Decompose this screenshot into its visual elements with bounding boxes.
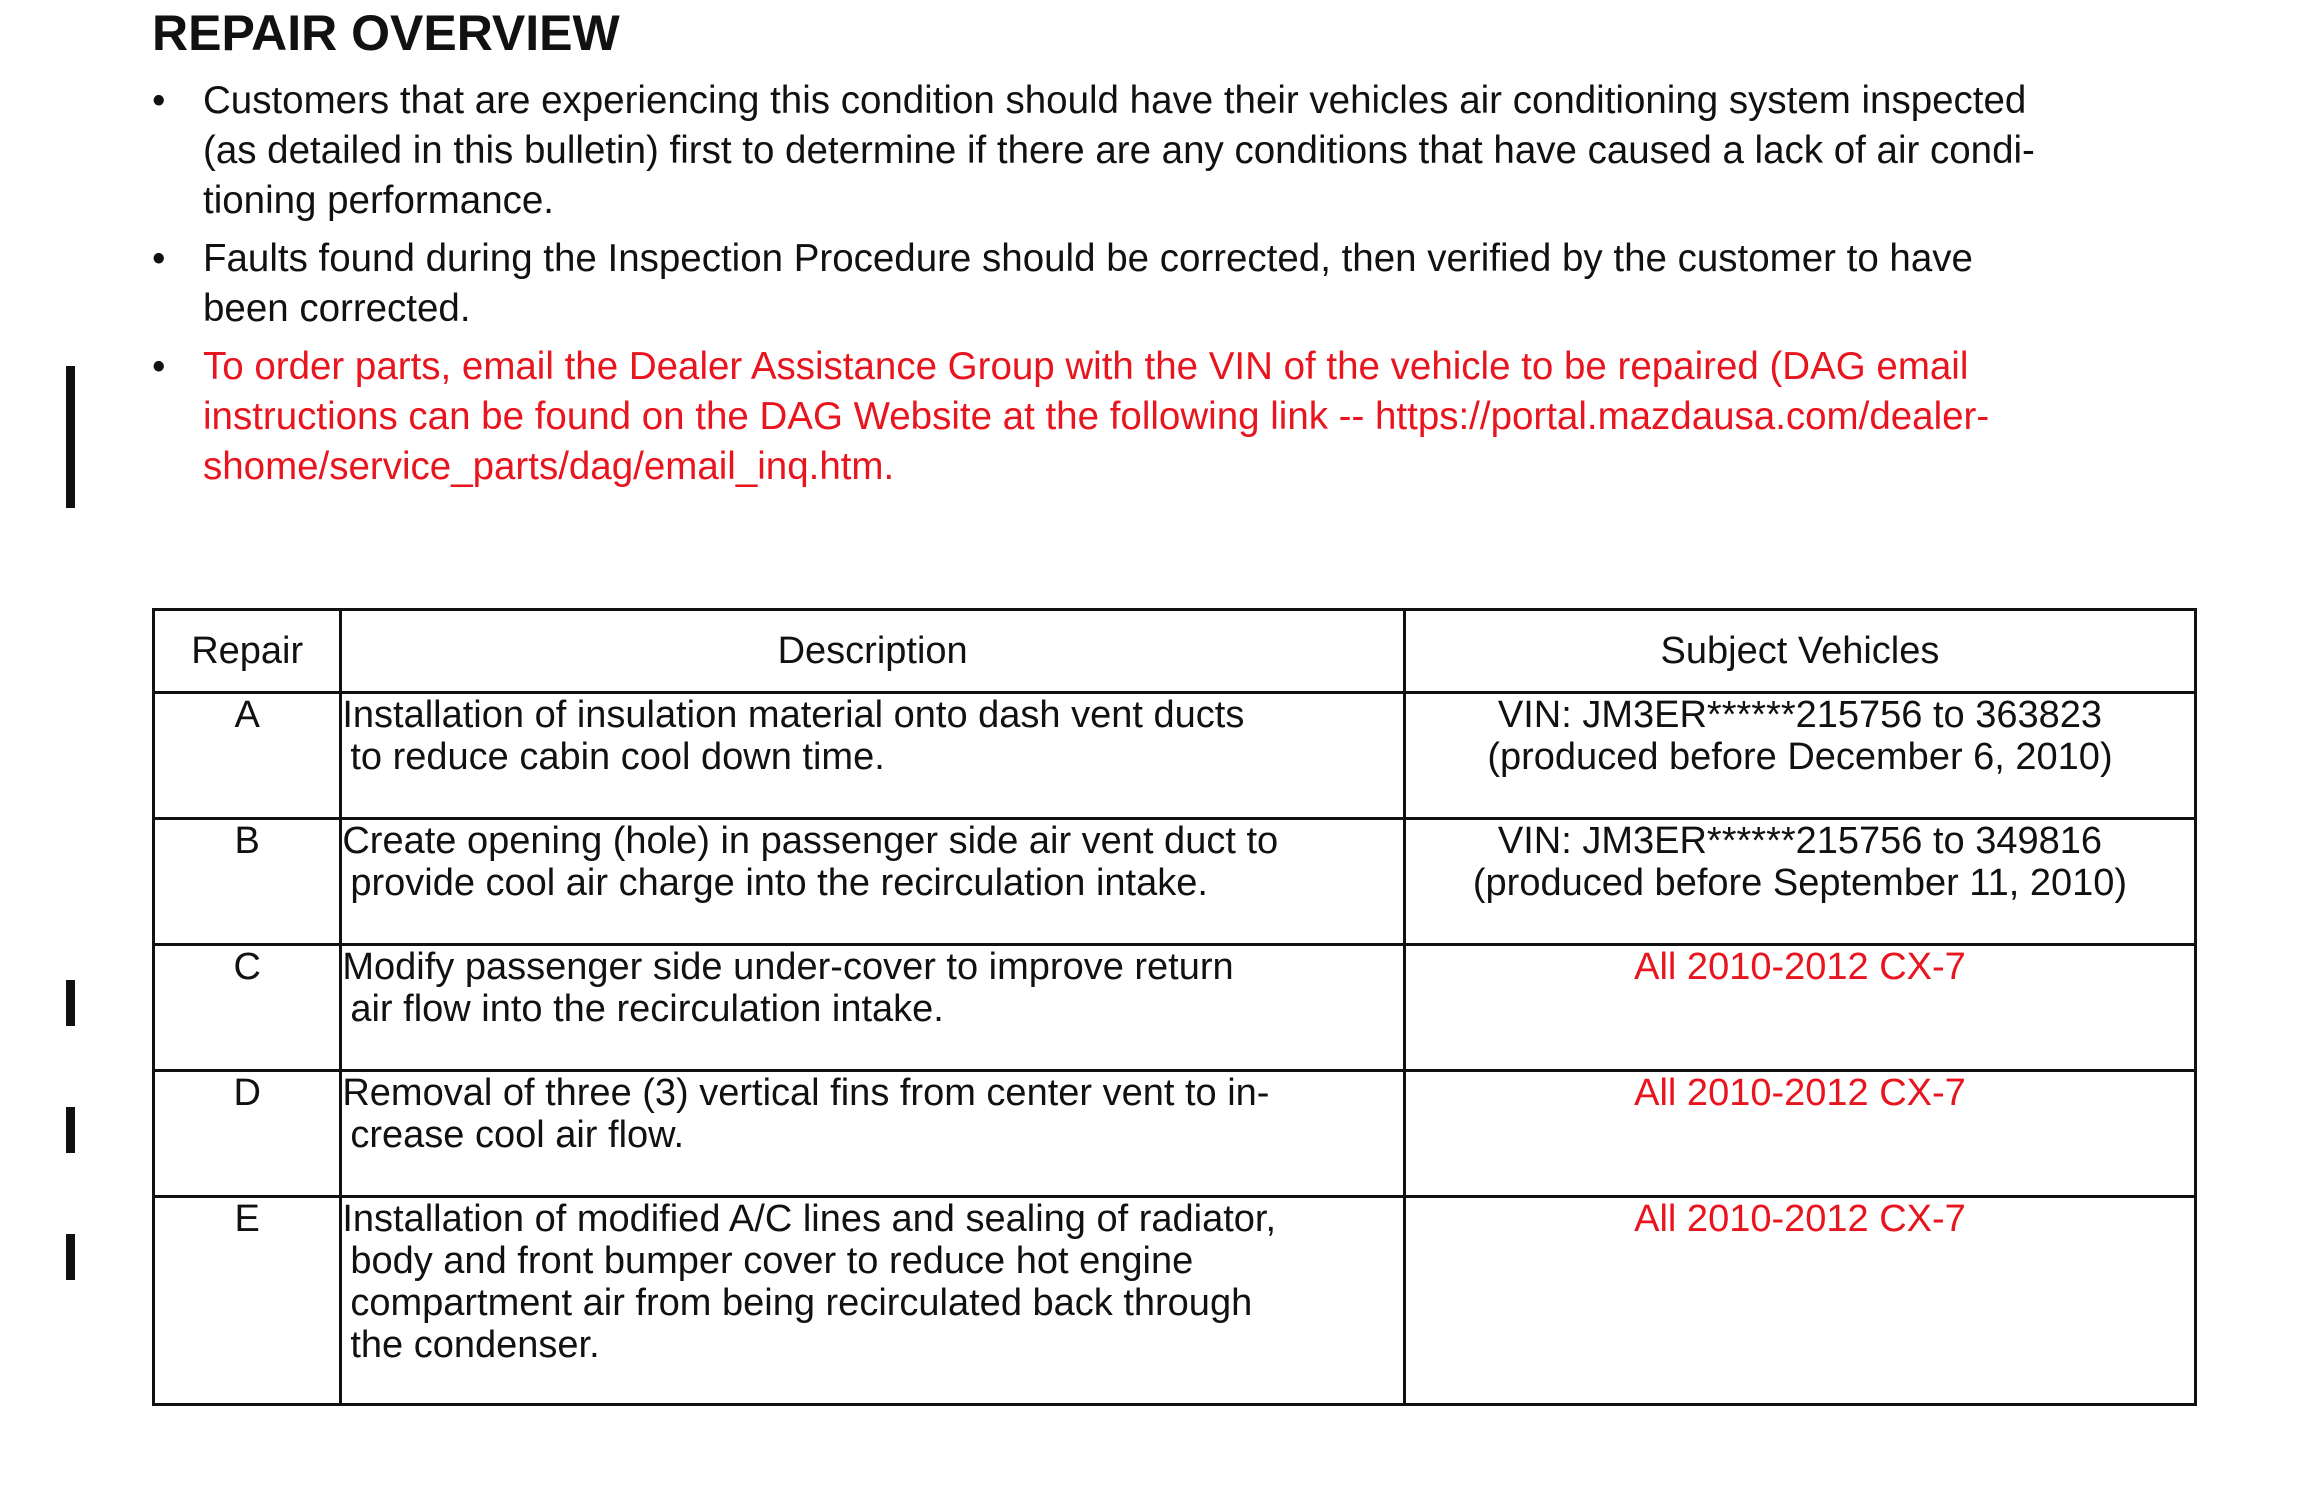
bullet-line: shome/service_parts/dag/email_inq.htm. [203,445,895,488]
repair-description [341,945,1405,1071]
table-header-row [154,610,2196,693]
repair-table [152,608,2197,1406]
description-line: provide cool air charge into the recirculation intake. [350,862,1208,904]
bullet-line: tioning performance. [203,179,554,222]
description-line: Create opening (hole) in passenger side air vent duct to [342,820,1279,862]
bullet-line: Faults found during the Inspection Procedure should be corrected, then verified by the customer to have [203,237,1973,280]
vehicles-line: (produced before December 6, 2010) [1487,736,2113,778]
repair-letter: A [154,693,341,819]
table-row [154,945,2196,1071]
bullet-dot: • [152,345,166,388]
description-line: compartment air from being recirculated back through [350,1282,1253,1324]
header-subject-vehicles: Subject Vehicles [1404,610,2195,693]
description-line: Removal of three (3) vertical fins from center vent to in- [342,1072,1270,1114]
description-line: Installation of insulation material onto dash vent ducts [342,694,1245,736]
table-row [154,819,2196,945]
vehicles-line: All 2010-2012 CX-7 [1634,946,1966,988]
bullet-line: instructions can be found on the DAG Website at the following link -- https://portal.mazdausa.com/dealer- [203,395,1990,438]
repair-description [341,693,1405,819]
bullet-line: To order parts, email the Dealer Assistance Group with the VIN of the vehicle to be repaired (DAG email [203,345,1969,388]
revision-bar-row-d [66,1107,75,1153]
description-line: body and front bumper cover to reduce hot engine [350,1240,1194,1282]
bullet-line: Customers that are experiencing this condition should have their vehicles air conditioning system inspected [203,79,2027,122]
vehicles-line: All 2010-2012 CX-7 [1634,1072,1966,1114]
subject-vehicles-revised [1404,1071,2195,1197]
table-row [154,1071,2196,1197]
bullet-item-revised [152,342,2202,492]
repair-letter: E [154,1197,341,1405]
repair-letter: B [154,819,341,945]
subject-vehicles-revised [1404,945,2195,1071]
table-row [154,1197,2196,1405]
description-line: the condenser. [350,1324,600,1366]
bullet-item [152,234,2202,334]
repair-letter: C [154,945,341,1071]
bullet-dot: • [152,79,166,122]
repair-letter: D [154,1071,341,1197]
revision-bar-row-e [66,1234,75,1280]
description-line: Modify passenger side under-cover to improve return [342,946,1234,988]
description-line: crease cool air flow. [350,1114,685,1156]
bullet-line: been corrected. [203,287,471,330]
description-line: air flow into the recirculation intake. [350,988,944,1030]
subject-vehicles [1404,819,2195,945]
vehicles-line: (produced before September 11, 2010) [1472,862,2128,904]
repair-description [341,1071,1405,1197]
header-description: Description [341,610,1405,693]
revision-bar-bullet-3 [66,366,75,508]
revision-bar-row-c [66,980,75,1026]
table-row [154,693,2196,819]
bullet-item [152,76,2202,226]
description-line: to reduce cabin cool down time. [350,736,885,778]
bullet-list [152,76,2202,500]
vehicles-line: VIN: JM3ER******215756 to 349816 [1497,820,2103,862]
section-heading: REPAIR OVERVIEW [152,5,620,61]
vehicles-line: All 2010-2012 CX-7 [1634,1198,1966,1240]
bullet-dot: • [152,237,166,280]
header-repair: Repair [154,610,341,693]
repair-description [341,819,1405,945]
vehicles-line: VIN: JM3ER******215756 to 363823 [1497,694,2103,736]
bullet-line: (as detailed in this bulletin) first to determine if there are any conditions that have caused a lack of air condi- [203,129,2035,172]
subject-vehicles [1404,693,2195,819]
repair-description [341,1197,1405,1405]
subject-vehicles-revised [1404,1197,2195,1405]
description-line: Installation of modified A/C lines and sealing of radiator, [342,1198,1277,1240]
